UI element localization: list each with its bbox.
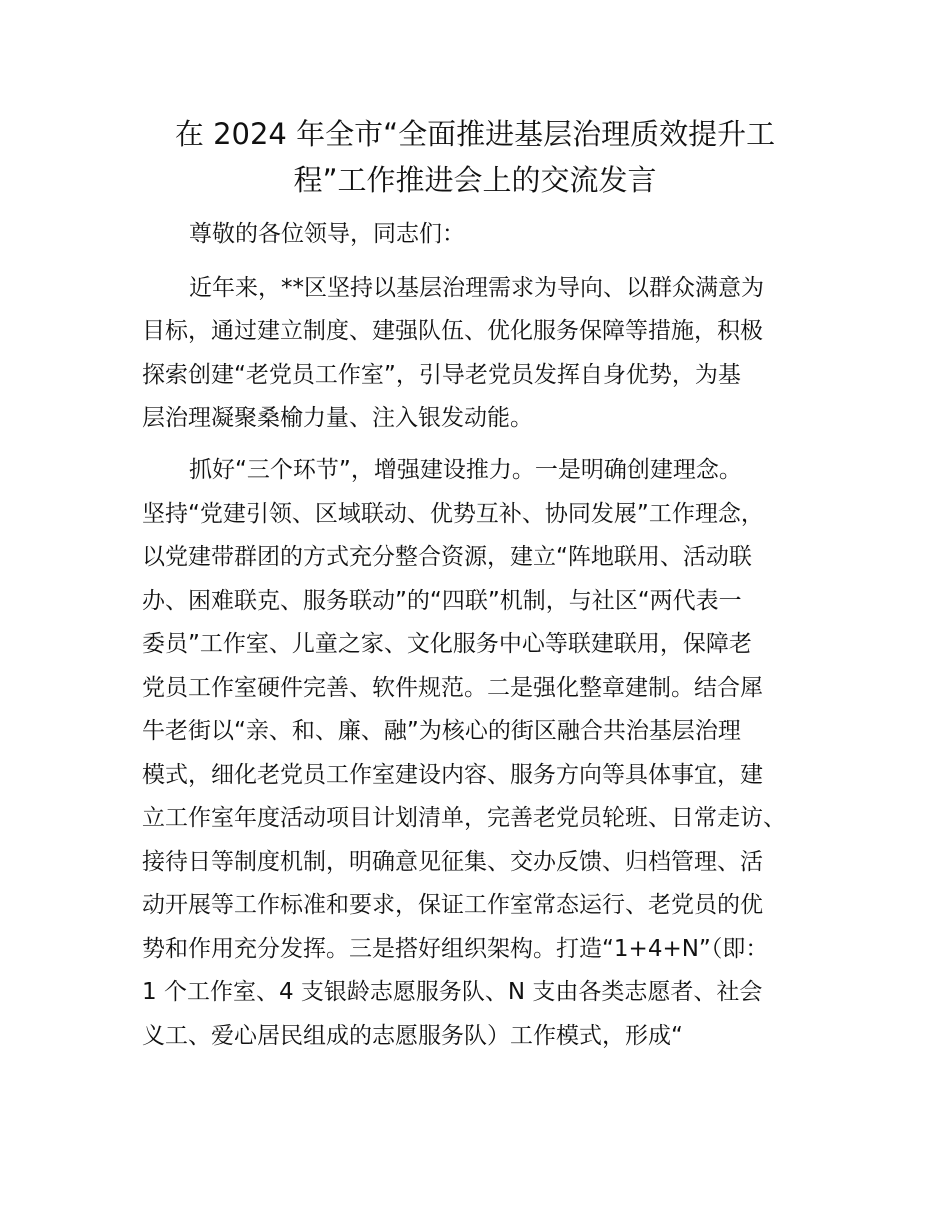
paragraph-1-line-4: 层治理凝聚桑榆力量、注入银发动能。 xyxy=(142,405,533,431)
paragraph-2-line-11: 动开展等工作标准和要求，保证工作室常态运行、老党员的优 xyxy=(142,892,763,918)
paragraph-2-line-12: 势和作用充分发挥。三是搭好组织架构。打造“1+4+N”（即： xyxy=(142,936,769,962)
document-title-line-1: 在 2024 年全市“全面推进基层治理质效提升工 xyxy=(174,117,776,151)
paragraph-2-line-5: 委员”工作室、儿童之家、文化服务中心等联建联用，保障老 xyxy=(142,631,752,657)
paragraph-2-line-1: 抓好“三个环节”，增强建设推力。一是明确创建理念。 xyxy=(189,457,742,483)
paragraph-2-line-14: 义工、爱心居民组成的志愿服务队）工作模式，形成“ xyxy=(142,1023,683,1049)
paragraph-2-line-2: 坚持“党建引领、区域联动、优势互补、协同发展”工作理念， xyxy=(142,501,764,527)
paragraph-2-line-8: 模式，细化老党员工作室建设内容、服务方向等具体事宜，建 xyxy=(142,762,763,788)
paragraph-2-line-13: 1 个工作室、4 支银龄志愿服务队、N 支由各类志愿者、社会 xyxy=(142,979,763,1005)
paragraph-2-line-6: 党员工作室硬件完善、软件规范。二是强化整章建制。结合犀 xyxy=(142,675,763,701)
paragraph-2-line-4: 办、困难联克、服务联动”的“四联”机制，与社区“两代表一 xyxy=(142,588,742,614)
paragraph-1-line-3: 探索创建“老党员工作室”，引导老党员发挥自身优势，为基 xyxy=(142,362,741,388)
paragraph-2-line-9: 立工作室年度活动项目计划清单，完善老党员轮班、日常走访、 xyxy=(142,805,786,831)
paragraph-2-line-7: 牛老街以“亲、和、廉、融”为核心的街区融合共治基层治理 xyxy=(142,718,741,744)
paragraph-1-line-2: 目标，通过建立制度、建强队伍、优化服务保障等措施，积极 xyxy=(142,318,763,344)
paragraph-1-line-1: 近年来，**区坚持以基层治理需求为导向、以群众满意为 xyxy=(189,275,764,301)
greeting: 尊敬的各位领导，同志们： xyxy=(189,221,465,247)
document-title-line-2: 程”工作推进会上的交流发言 xyxy=(293,163,657,197)
paragraph-2-line-10: 接待日等制度机制，明确意见征集、交办反馈、归档管理、活 xyxy=(142,849,763,875)
paragraph-2-line-3: 以党建带群团的方式充分整合资源，建立“阵地联用、活动联 xyxy=(142,544,752,570)
